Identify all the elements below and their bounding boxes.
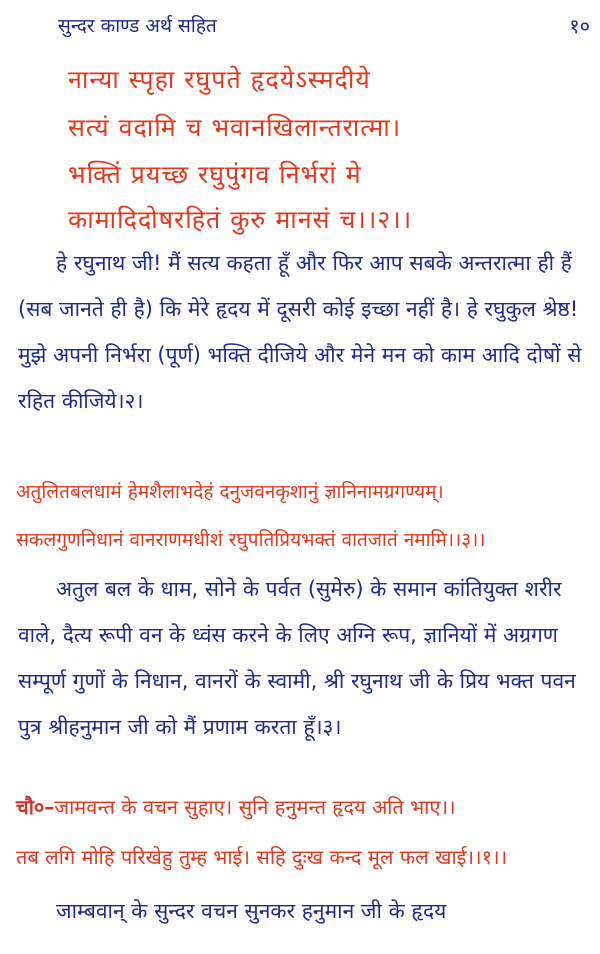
page-number: १० (569, 14, 590, 38)
chaupai-line-2: तब लगि मोहि परिखेहु तुम्ह भाई। सहि दुःख कन्द मूल फल खाई।।१।। (16, 845, 508, 869)
shloka-1-line-4: कामादिदोषरहितं कुरु मानसं च।।२।। (68, 205, 413, 234)
shloka-1-line-3: भक्तिं प्रयच्छ रघुपुंगव निर्भरां मे (68, 160, 362, 189)
running-title: सुन्दर काण्ड अर्थ सहित (58, 15, 217, 37)
page-header (0, 0, 600, 48)
shloka-2-line-1: अतुलितबलधामं हेमशैलाभदेहं दनुजवनकृशानुं ज्ञानिनामग्रगण्यम्। (16, 481, 444, 503)
shloka-1-line-1: नान्या स्पृहा रघुपते हृदयेऽस्मदीये (68, 65, 371, 94)
shloka-1-line-2: सत्यं वदामि च भवानखिलान्तरात्मा। (68, 113, 402, 142)
meaning-1-text: हे रघुनाथ जी! मैं सत्य कहता हूँ और फिर आप सबके अन्तरात्मा ही हैं (सब जानते ही है) कि मेरे हृदय में दूसरी कोई इच्छा नहीं है। हे रघुकुल श्रेष्ठ! मुझे अपनी निर्भरा (पूर्ण) भक्ति दीजिये और मेने मन को काम आदि दोषों से रहित कीजिये।२। (18, 251, 582, 413)
chaupai-line-1-text: जामवन्त के वचन सुहाए। सुनि हनुमन्त हृदय अति भाए।। (54, 795, 456, 819)
chaupai-line-1 (16, 793, 592, 820)
chaupai-label: चौ०– (16, 795, 55, 819)
meaning-3-text: जाम्बवान् के सुन्दर वचन सुनकर हनुमान जी के हृदय (56, 899, 447, 923)
shloka-2-line-2: सकलगुणनिधानं वानराणमधीशं रघुपतिप्रियभक्तं वातजातं नमामि।।३।। (16, 529, 486, 551)
meaning-paragraph-2 (18, 566, 590, 750)
meaning-paragraph-3 (18, 888, 590, 934)
meaning-2-text: अतुल बल के धाम, सोने के पर्वत (सुमेरु) के समान कांतियुक्त शरीर वाले, दैत्य रूपी वन के ध्वंस करने के लिए अग्नि रूप, ज्ञानियों में अग्रगण सम्पूर्ण गुणों के निधान, वानरों के स्वामी, श्री रघुनाथ जी के प्रिय भक्त पवन पुत्र श्रीहनुमान जी को मैं प्रणाम करता हूँ।३। (18, 577, 576, 739)
meaning-paragraph-1 (18, 240, 590, 424)
